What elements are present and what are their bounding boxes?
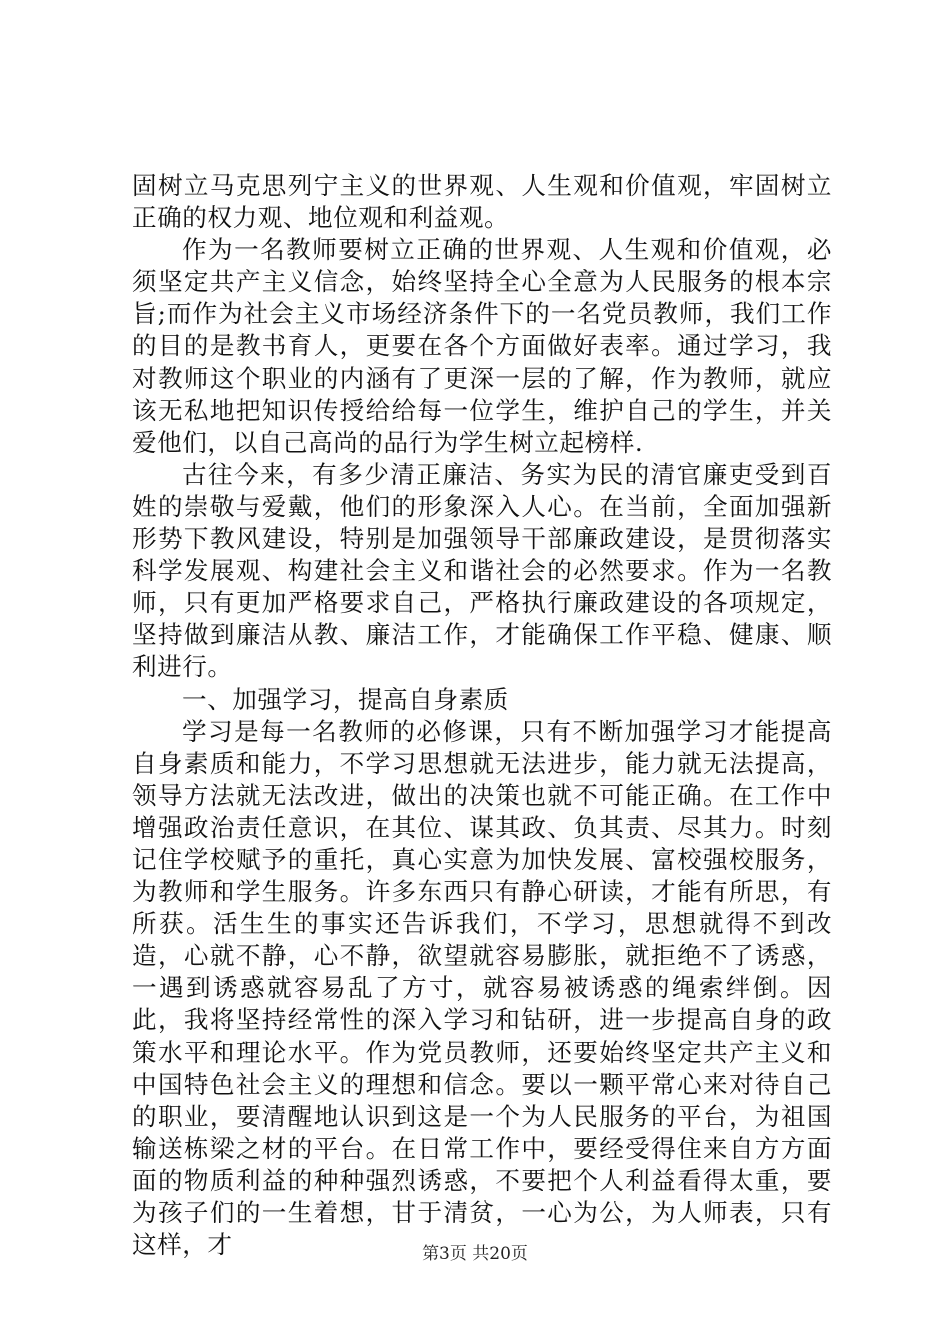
page-number-footer: 第3页 共20页 [422,1244,528,1264]
document-body [132,170,832,1261]
paragraph-integrity: 古往今来，有多少清正廉洁、务实为民的清官廉吏受到百姓的崇敬与爱戴，他们的形象深入人心。在当前，全面加强新形势下教风建设，特别是加强领导干部廉政建设，是贯彻落实科学发展观、构建社会主义和谐社会的必然要求。作为一名教师，只有更加严格要求自己，严格执行廉政建设的各项规定，坚持做到廉洁从教、廉洁工作，才能确保工作平稳、健康、顺利进行。 [132,459,832,682]
section-heading-study: 一、加强学习，提高自身素质 [182,684,509,714]
paragraph-intro-continued: 固树立马克思列宁主义的世界观、人生观和价值观，牢固树立正确的权力观、地位观和利益观。 [132,171,832,233]
paragraph-study: 学习是每一名教师的必修课，只有不断加强学习才能提高自身素质和能力，不学习思想就无法进步，能力就无法提高，领导方法就无法改进，做出的决策也就不可能正确。在工作中增强政治责任意识，在其位、谋其政、负其责、尽其力。时刻记住学校赋予的重托，真心实意为加快发展、富校强校服务，为教师和学生服务。许多东西只有静心研读，才能有所思，有所获。活生生的事实还告诉我们，不学习，思想就得不到改造，心就不静，心不静，欲望就容易膨胀，就拒绝不了诱惑，一遇到诱惑就容易乱了方寸，就容易被诱惑的绳索绊倒。因此，我将坚持经常性的深入学习和钻研，进一步提高自身的政策水平和理论水平。作为党员教师，还要始终坚定共产主义和中国特色社会主义的理想和信念。要以一颗平常心来对待自己的职业，要清醒地认识到这是一个为人民服务的平台，为祖国输送栋梁之材的平台。在日常工作中，要经受得住来自方方面面的物质利益的种种强烈诱惑，不要把个人利益看得太重，要为孩子们的一生着想，甘于清贫，一心为公，为人师表，只有这样，才 [132,716,832,1260]
paragraph-teacher-worldview: 作为一名教师要树立正确的世界观、人生观和价值观，必须坚定共产主义信念，始终坚持全心全意为人民服务的根本宗旨;而作为社会主义市场经济条件下的一名党员教师，我们工作的目的是教书育人，更要在各个方面做好表率。通过学习，我对教师这个职业的内涵有了更深一层的了解，作为教师，就应该无私地把知识传授给给每一位学生，维护自己的学生，并关爱他们，以自己高尚的品行为学生树立起榜样. [132,235,832,457]
